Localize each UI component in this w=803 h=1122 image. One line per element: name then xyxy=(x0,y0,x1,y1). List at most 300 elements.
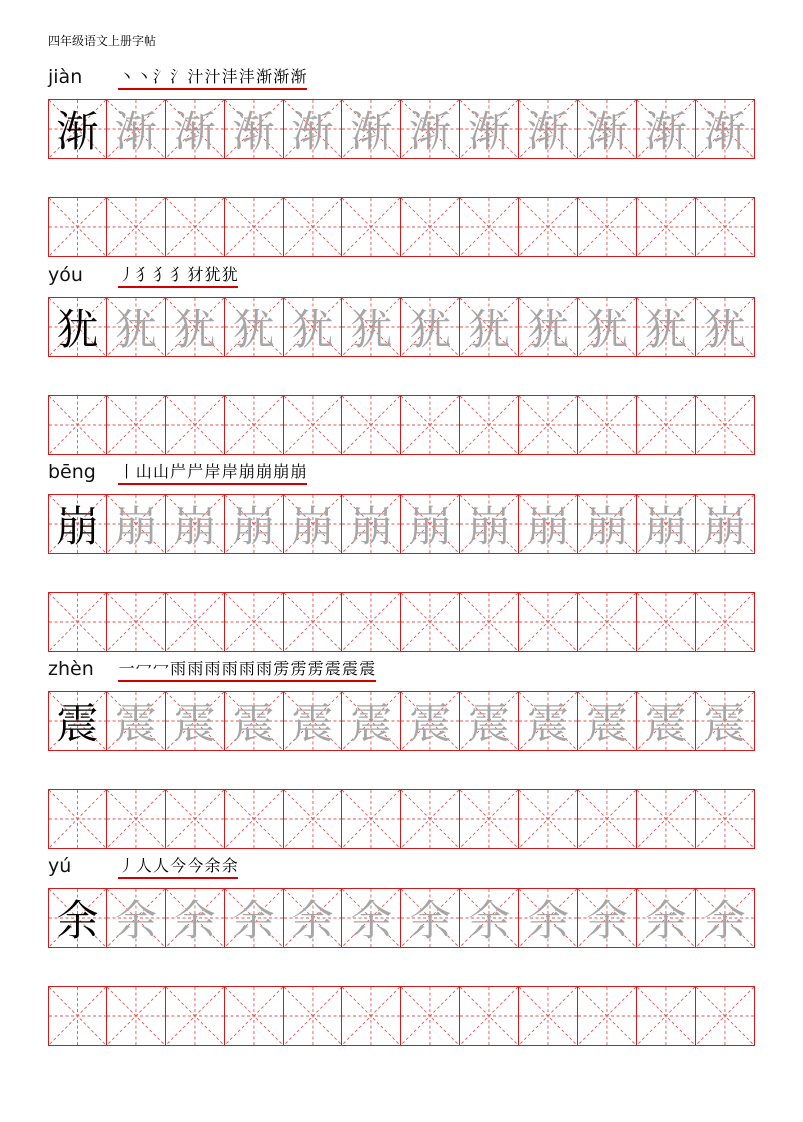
stroke-order-step: 渐 xyxy=(256,66,273,90)
cell-guide-lines xyxy=(696,790,754,848)
practice-cell xyxy=(519,198,578,256)
practice-cell xyxy=(225,593,284,651)
trace-cell xyxy=(401,692,460,750)
trace-cell xyxy=(225,100,284,158)
cell-guide-lines xyxy=(578,987,636,1045)
stroke-order-step: 犹 xyxy=(204,264,221,288)
stroke-order-step: 今 xyxy=(187,855,204,879)
cell-guide-lines xyxy=(637,396,695,454)
trace-cell xyxy=(284,889,343,947)
cell-guide-lines xyxy=(578,396,636,454)
trace-character: 崩 xyxy=(173,502,216,551)
trace-cell xyxy=(637,100,696,158)
stroke-order-step: 山 xyxy=(135,461,152,485)
stroke-order-step: 汁 xyxy=(187,66,204,90)
trace-character: 崩 xyxy=(409,502,452,551)
trace-character: 渐 xyxy=(409,107,452,156)
cell-guide-lines xyxy=(342,790,400,848)
cell-guide-lines xyxy=(284,593,342,651)
trace-character: 震 xyxy=(527,699,570,748)
model-character: 震 xyxy=(56,699,99,748)
cell-guide-lines xyxy=(284,987,342,1045)
stroke-order-step: 雨 xyxy=(256,658,273,682)
practice-cell xyxy=(284,198,343,256)
trace-character: 震 xyxy=(291,699,334,748)
trace-character: 渐 xyxy=(350,107,393,156)
practice-cell xyxy=(107,790,166,848)
practice-cell xyxy=(519,396,578,454)
practice-row xyxy=(48,789,755,849)
character-block xyxy=(0,855,803,1045)
stroke-order-step: 渐 xyxy=(273,66,290,90)
cell-guide-lines xyxy=(578,790,636,848)
practice-cell xyxy=(225,396,284,454)
cell-guide-lines xyxy=(166,593,224,651)
trace-cell xyxy=(637,298,696,356)
practice-cell xyxy=(225,987,284,1045)
cell-guide-lines xyxy=(460,593,518,651)
stroke-order-step: 丨 xyxy=(118,461,135,485)
trace-cell xyxy=(107,298,166,356)
cell-guide-lines xyxy=(696,396,754,454)
stroke-order-step: 屵 xyxy=(170,461,187,485)
stroke-order-step: 余 xyxy=(204,855,221,879)
trace-character: 震 xyxy=(644,699,687,748)
trace-character: 犹 xyxy=(585,305,628,354)
trace-character: 崩 xyxy=(291,502,334,551)
stroke-order-step: 余 xyxy=(221,855,238,879)
trace-character: 震 xyxy=(409,699,452,748)
trace-cell xyxy=(460,100,519,158)
practice-cell xyxy=(578,790,637,848)
stroke-order-step: 犭 xyxy=(170,264,187,288)
practice-cell xyxy=(519,790,578,848)
trace-row xyxy=(48,297,755,357)
cell-guide-lines xyxy=(696,987,754,1045)
stroke-order-step: 犲 xyxy=(187,264,204,288)
stroke-order-step: 人 xyxy=(152,855,169,879)
cell-guide-lines xyxy=(578,593,636,651)
practice-cell xyxy=(107,198,166,256)
trace-character: 震 xyxy=(703,699,746,748)
character-block xyxy=(0,264,803,454)
practice-cell xyxy=(460,987,519,1045)
cell-guide-lines xyxy=(637,198,695,256)
trace-character: 余 xyxy=(350,896,393,945)
stroke-order-step: 雨 xyxy=(238,658,255,682)
trace-character: 余 xyxy=(291,896,334,945)
stroke-order-step: 雨 xyxy=(204,658,221,682)
trace-character: 渐 xyxy=(585,107,628,156)
trace-cell xyxy=(696,889,755,947)
trace-cell xyxy=(519,298,578,356)
stroke-order-sequence xyxy=(118,855,238,879)
stroke-order-step: 人 xyxy=(135,855,152,879)
trace-cell xyxy=(696,495,755,553)
trace-character: 犹 xyxy=(114,305,157,354)
stroke-order-step: 沣 xyxy=(238,66,255,90)
practice-cell xyxy=(401,396,460,454)
trace-cell xyxy=(460,298,519,356)
trace-cell xyxy=(637,889,696,947)
trace-cell xyxy=(519,692,578,750)
pinyin-label: bēng xyxy=(48,461,96,483)
cell-guide-lines xyxy=(637,593,695,651)
trace-character: 震 xyxy=(114,699,157,748)
model-character: 崩 xyxy=(56,502,99,551)
trace-character: 余 xyxy=(114,896,157,945)
model-cell xyxy=(48,298,107,356)
trace-cell xyxy=(284,298,343,356)
stroke-order-step: 一 xyxy=(118,658,135,682)
stroke-order-step: 雳 xyxy=(290,658,307,682)
trace-cell xyxy=(519,100,578,158)
trace-cell xyxy=(284,100,343,158)
trace-character: 崩 xyxy=(350,502,393,551)
trace-cell xyxy=(401,495,460,553)
trace-cell xyxy=(401,298,460,356)
model-character: 余 xyxy=(56,896,99,945)
stroke-order-step: 震 xyxy=(324,658,341,682)
practice-cell xyxy=(401,790,460,848)
cell-guide-lines xyxy=(401,593,459,651)
pinyin-label: jiàn xyxy=(48,66,83,88)
stroke-order-sequence xyxy=(118,658,376,682)
trace-cell xyxy=(284,692,343,750)
practice-cell xyxy=(460,396,519,454)
stroke-order-sequence xyxy=(118,264,238,288)
cell-guide-lines xyxy=(49,396,106,454)
trace-character: 渐 xyxy=(703,107,746,156)
cell-guide-lines xyxy=(49,198,106,256)
practice-row xyxy=(48,986,755,1046)
trace-cell xyxy=(578,889,637,947)
stroke-order-step: 渐 xyxy=(290,66,307,90)
stroke-order-step: 丿 xyxy=(118,264,135,288)
practice-cell xyxy=(166,987,225,1045)
cell-guide-lines xyxy=(225,790,283,848)
cell-guide-lines xyxy=(49,987,106,1045)
cell-guide-lines xyxy=(166,198,224,256)
stroke-order-step: 山 xyxy=(152,461,169,485)
trace-cell xyxy=(225,495,284,553)
trace-character: 崩 xyxy=(468,502,511,551)
trace-cell xyxy=(225,692,284,750)
practice-cell xyxy=(696,593,755,651)
trace-character: 犹 xyxy=(350,305,393,354)
practice-cell xyxy=(342,790,401,848)
trace-row xyxy=(48,99,755,159)
character-block xyxy=(0,66,803,256)
trace-character: 崩 xyxy=(703,502,746,551)
practice-cell xyxy=(460,198,519,256)
trace-cell xyxy=(460,495,519,553)
cell-guide-lines xyxy=(166,396,224,454)
trace-character: 犹 xyxy=(468,305,511,354)
trace-character: 渐 xyxy=(173,107,216,156)
trace-character: 犹 xyxy=(409,305,452,354)
cell-guide-lines xyxy=(284,790,342,848)
practice-cell xyxy=(342,593,401,651)
trace-character: 余 xyxy=(173,896,216,945)
trace-cell xyxy=(696,692,755,750)
practice-cell xyxy=(107,396,166,454)
trace-cell xyxy=(637,692,696,750)
cell-guide-lines xyxy=(107,790,165,848)
stroke-order-step: 崩 xyxy=(238,461,255,485)
trace-cell xyxy=(578,100,637,158)
cell-guide-lines xyxy=(519,593,577,651)
trace-character: 犹 xyxy=(527,305,570,354)
practice-cell xyxy=(284,396,343,454)
cell-guide-lines xyxy=(342,396,400,454)
stroke-order-step: 犹 xyxy=(221,264,238,288)
trace-character: 震 xyxy=(232,699,275,748)
trace-cell xyxy=(166,298,225,356)
page-title: 四年级语文上册字帖 xyxy=(48,34,157,48)
trace-cell xyxy=(342,495,401,553)
trace-character: 震 xyxy=(585,699,628,748)
practice-cell xyxy=(460,790,519,848)
trace-cell xyxy=(342,298,401,356)
practice-cell xyxy=(578,987,637,1045)
model-cell xyxy=(48,692,107,750)
cell-guide-lines xyxy=(49,593,106,651)
cell-guide-lines xyxy=(401,987,459,1045)
stroke-order-step: 氵 xyxy=(170,66,187,90)
trace-cell xyxy=(166,889,225,947)
practice-cell xyxy=(578,198,637,256)
trace-character: 犹 xyxy=(703,305,746,354)
practice-cell xyxy=(696,198,755,256)
cell-guide-lines xyxy=(519,396,577,454)
practice-cell xyxy=(401,593,460,651)
trace-cell xyxy=(284,495,343,553)
stroke-order-step: 今 xyxy=(170,855,187,879)
trace-character: 余 xyxy=(585,896,628,945)
trace-cell xyxy=(578,495,637,553)
trace-cell xyxy=(696,298,755,356)
trace-cell xyxy=(225,298,284,356)
trace-character: 震 xyxy=(468,699,511,748)
trace-row xyxy=(48,494,755,554)
cell-guide-lines xyxy=(519,790,577,848)
practice-cell xyxy=(696,987,755,1045)
trace-cell xyxy=(166,692,225,750)
practice-cell xyxy=(460,593,519,651)
cell-guide-lines xyxy=(519,198,577,256)
practice-row xyxy=(48,592,755,652)
cell-guide-lines xyxy=(107,198,165,256)
model-cell xyxy=(48,495,107,553)
practice-cell xyxy=(637,987,696,1045)
stroke-order-sequence xyxy=(118,461,307,485)
stroke-order-step: 崩 xyxy=(273,461,290,485)
practice-cell xyxy=(578,396,637,454)
model-character: 渐 xyxy=(56,107,99,156)
stroke-order-step: 丶 xyxy=(118,66,135,90)
trace-row xyxy=(48,888,755,948)
trace-character: 余 xyxy=(409,896,452,945)
practice-cell xyxy=(637,790,696,848)
practice-cell xyxy=(166,790,225,848)
cell-guide-lines xyxy=(284,198,342,256)
cell-guide-lines xyxy=(225,198,283,256)
stroke-order-step: 雨 xyxy=(187,658,204,682)
stroke-order-step: 崩 xyxy=(256,461,273,485)
practice-cell xyxy=(696,790,755,848)
trace-cell xyxy=(342,100,401,158)
pinyin-label: zhèn xyxy=(48,658,94,680)
cell-guide-lines xyxy=(696,198,754,256)
trace-character: 余 xyxy=(644,896,687,945)
trace-character: 崩 xyxy=(232,502,275,551)
trace-character: 崩 xyxy=(114,502,157,551)
stroke-order-step: 氵 xyxy=(152,66,169,90)
practice-cell xyxy=(284,593,343,651)
trace-character: 渐 xyxy=(114,107,157,156)
practice-cell xyxy=(637,396,696,454)
trace-cell xyxy=(519,889,578,947)
trace-character: 崩 xyxy=(585,502,628,551)
trace-character: 崩 xyxy=(527,502,570,551)
trace-cell xyxy=(519,495,578,553)
practice-cell xyxy=(342,987,401,1045)
trace-cell xyxy=(460,889,519,947)
cell-guide-lines xyxy=(637,790,695,848)
model-cell xyxy=(48,100,107,158)
cell-guide-lines xyxy=(342,198,400,256)
practice-cell xyxy=(48,790,107,848)
stroke-order-step: 屵 xyxy=(187,461,204,485)
trace-character: 震 xyxy=(173,699,216,748)
stroke-order-step: 沣 xyxy=(221,66,238,90)
trace-character: 渐 xyxy=(232,107,275,156)
practice-cell xyxy=(401,198,460,256)
cell-guide-lines xyxy=(225,593,283,651)
trace-cell xyxy=(166,495,225,553)
practice-cell xyxy=(342,198,401,256)
stroke-order-step: 岸 xyxy=(221,461,238,485)
trace-character: 犹 xyxy=(232,305,275,354)
cell-guide-lines xyxy=(460,198,518,256)
cell-guide-lines xyxy=(637,987,695,1045)
cell-guide-lines xyxy=(696,593,754,651)
cell-guide-lines xyxy=(460,987,518,1045)
practice-row xyxy=(48,395,755,455)
practice-cell xyxy=(519,593,578,651)
trace-character: 渐 xyxy=(468,107,511,156)
practice-cell xyxy=(284,987,343,1045)
trace-row xyxy=(48,691,755,751)
practice-cell xyxy=(48,987,107,1045)
cell-guide-lines xyxy=(284,396,342,454)
practice-cell xyxy=(225,198,284,256)
cell-guide-lines xyxy=(107,987,165,1045)
trace-character: 余 xyxy=(703,896,746,945)
practice-cell xyxy=(166,593,225,651)
trace-cell xyxy=(401,100,460,158)
trace-character: 崩 xyxy=(644,502,687,551)
cell-guide-lines xyxy=(578,198,636,256)
stroke-order-step: 汁 xyxy=(204,66,221,90)
stroke-order-step: 犭 xyxy=(152,264,169,288)
cell-guide-lines xyxy=(460,790,518,848)
cell-guide-lines xyxy=(107,396,165,454)
trace-character: 犹 xyxy=(644,305,687,354)
trace-cell xyxy=(401,889,460,947)
trace-character: 余 xyxy=(468,896,511,945)
cell-guide-lines xyxy=(342,987,400,1045)
trace-character: 渐 xyxy=(527,107,570,156)
practice-cell xyxy=(166,198,225,256)
model-character: 犹 xyxy=(56,305,99,354)
stroke-order-step: 雨 xyxy=(170,658,187,682)
pinyin-label: yú xyxy=(48,855,72,877)
trace-cell xyxy=(225,889,284,947)
stroke-order-step: 冖 xyxy=(135,658,152,682)
practice-cell xyxy=(637,198,696,256)
practice-cell xyxy=(166,396,225,454)
trace-cell xyxy=(107,889,166,947)
stroke-order-step: 崩 xyxy=(290,461,307,485)
stroke-order-step: 震 xyxy=(359,658,376,682)
trace-cell xyxy=(696,100,755,158)
trace-cell xyxy=(107,100,166,158)
cell-guide-lines xyxy=(107,593,165,651)
practice-cell xyxy=(107,987,166,1045)
cell-guide-lines xyxy=(342,593,400,651)
trace-cell xyxy=(342,692,401,750)
trace-character: 余 xyxy=(527,896,570,945)
cell-guide-lines xyxy=(401,790,459,848)
cell-guide-lines xyxy=(225,987,283,1045)
practice-cell xyxy=(48,396,107,454)
cell-guide-lines xyxy=(166,987,224,1045)
cell-guide-lines xyxy=(166,790,224,848)
cell-guide-lines xyxy=(225,396,283,454)
practice-cell xyxy=(637,593,696,651)
stroke-order-step: 雳 xyxy=(273,658,290,682)
cell-guide-lines xyxy=(49,790,106,848)
stroke-order-step: 丶 xyxy=(135,66,152,90)
practice-cell xyxy=(578,593,637,651)
character-block xyxy=(0,461,803,651)
trace-cell xyxy=(166,100,225,158)
stroke-order-step: 丿 xyxy=(118,855,135,879)
practice-cell xyxy=(342,396,401,454)
practice-cell xyxy=(519,987,578,1045)
trace-character: 余 xyxy=(232,896,275,945)
trace-character: 震 xyxy=(350,699,393,748)
stroke-order-step: 岸 xyxy=(204,461,221,485)
stroke-order-sequence xyxy=(118,66,307,90)
cell-guide-lines xyxy=(460,396,518,454)
trace-cell xyxy=(460,692,519,750)
character-block xyxy=(0,658,803,848)
practice-cell xyxy=(401,987,460,1045)
trace-cell xyxy=(578,692,637,750)
trace-cell xyxy=(578,298,637,356)
stroke-order-step: 犭 xyxy=(135,264,152,288)
practice-cell xyxy=(48,593,107,651)
practice-cell xyxy=(225,790,284,848)
trace-character: 渐 xyxy=(644,107,687,156)
practice-cell xyxy=(107,593,166,651)
practice-cell xyxy=(48,198,107,256)
cell-guide-lines xyxy=(519,987,577,1045)
practice-cell xyxy=(696,396,755,454)
